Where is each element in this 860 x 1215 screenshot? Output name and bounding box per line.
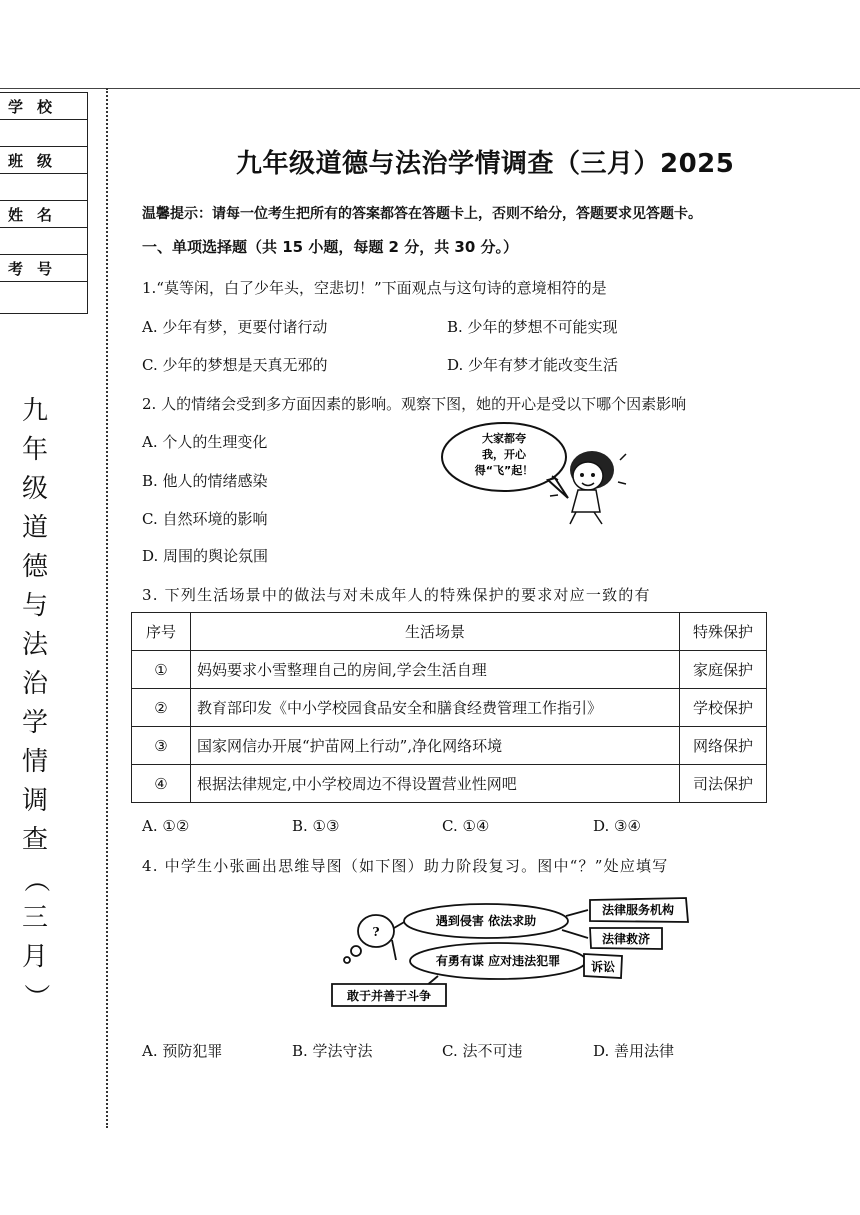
q1-option-d[interactable]: D. 少年有梦才能改变生活: [447, 356, 619, 374]
table-row: [132, 651, 767, 689]
vertical-char: 与: [21, 591, 48, 621]
vertical-title: [18, 392, 52, 1016]
q1-option-a[interactable]: A. 少年有梦，更要付诸行动: [142, 318, 328, 336]
row-number: ④: [132, 765, 191, 803]
q2-option-c[interactable]: C. 自然环境的影响: [142, 510, 268, 528]
mindmap-leaf-3-text: 诉讼: [590, 960, 616, 974]
q4-option-c[interactable]: C. 法不可违: [442, 1042, 523, 1060]
vertical-char: 治: [21, 669, 48, 699]
exam-tip: 温馨提示：请每一位考生把所有的答案都答在答题卡上，否则不给分，答题要求见答题卡。: [142, 206, 702, 222]
mindmap-node-2-text: 有勇有谋 应对违法犯罪: [435, 954, 561, 968]
q1-option-b[interactable]: B. 少年的梦想不可能实现: [447, 318, 618, 336]
q3-option-d[interactable]: D. ③④: [593, 817, 641, 835]
field-name-blank[interactable]: [0, 228, 87, 255]
vertical-char: 调: [21, 786, 48, 816]
mindmap-leaf-2-text: 法律救济: [601, 932, 651, 946]
q1-option-c[interactable]: C. 少年的梦想是天真无邪的: [142, 356, 328, 374]
row-scene: 妈妈要求小雪整理自己的房间,学会生活自理: [191, 651, 680, 689]
q4-option-d[interactable]: D. 善用法律: [593, 1042, 675, 1060]
question-4-stem: 4. 中学生小张画出思维导图（如下图）助力阶段复习。图中“？”处应填写: [142, 857, 669, 875]
bubble-line-3: 得“飞”起！: [474, 464, 534, 477]
page-title: 九年级道德与法治学情调查（三月）2025: [236, 149, 735, 179]
vertical-char: ）: [20, 983, 51, 1010]
row-protection: 网络保护: [680, 727, 767, 765]
question-1-stem: 1.“莫等闲，白了少年头，空悲切！”下面观点与这句诗的意境相符的是: [142, 279, 607, 297]
mindmap-center-text: ?: [372, 925, 380, 939]
bubble-line-2: 我，开心: [482, 448, 526, 461]
row-number: ②: [132, 689, 191, 727]
field-exam-number: 考号: [0, 255, 87, 282]
vertical-char: 学: [21, 708, 48, 738]
life-scene-table: [131, 612, 767, 803]
q3-option-a[interactable]: A. ①②: [142, 817, 190, 835]
q2-option-d[interactable]: D. 周围的舆论氛围: [142, 547, 269, 565]
row-scene: 国家网信办开展“护苗网上行动”,净化网络环境: [191, 727, 680, 765]
q4-option-b[interactable]: B. 学法守法: [292, 1042, 373, 1060]
vertical-char: 查: [21, 825, 48, 855]
section-heading: 一、单项选择题（共 15 小题，每题 2 分，共 30 分。）: [142, 238, 519, 256]
vertical-char: 月: [21, 942, 48, 972]
row-scene: 教育部印发《中小学校园食品安全和膳食经费管理工作指引》: [191, 689, 680, 727]
table-row: [132, 689, 767, 727]
mind-map: [326, 888, 706, 1016]
q3-option-c[interactable]: C. ①④: [442, 817, 490, 835]
binding-dashed-line: [106, 88, 108, 1128]
question-2-stem: 2. 人的情绪会受到多方面因素的影响。观察下图，她的开心是受以下哪个因素影响: [142, 395, 687, 413]
row-protection: 司法保护: [680, 765, 767, 803]
table-row: [132, 765, 767, 803]
header-protection: 特殊保护: [680, 613, 767, 651]
q2-option-b[interactable]: B. 他人的情绪感染: [142, 472, 268, 490]
question-3-stem: 3. 下列生活场景中的做法与对未成年人的特殊保护的要求对应一致的有: [142, 586, 651, 604]
vertical-char: 级: [21, 474, 48, 504]
vertical-char: 法: [21, 630, 48, 660]
field-school-blank[interactable]: [0, 120, 87, 147]
q2-option-a[interactable]: A. 个人的生理变化: [142, 433, 268, 451]
row-scene: 根据法律规定,中小学校周边不得设置营业性网吧: [191, 765, 680, 803]
top-border-line: [0, 88, 860, 89]
thought-dot: [344, 957, 350, 963]
row-protection: 家庭保护: [680, 651, 767, 689]
mindmap-leaf-4-text: 敢于并善于斗争: [346, 989, 432, 1003]
vertical-char: 情: [21, 747, 48, 777]
row-number: ①: [132, 651, 191, 689]
field-school: 学校: [0, 93, 87, 120]
field-name: 姓名: [0, 201, 87, 228]
vertical-char: 道: [21, 513, 48, 543]
field-exam-number-blank[interactable]: [0, 282, 87, 308]
field-class-blank[interactable]: [0, 174, 87, 201]
table-row: [132, 727, 767, 765]
bubble-line-1: 大家都夸: [482, 432, 526, 445]
row-number: ③: [132, 727, 191, 765]
vertical-char: 九: [21, 396, 48, 426]
vertical-char: 三: [21, 903, 48, 933]
vertical-char: 德: [21, 552, 48, 582]
student-info-box: [0, 92, 88, 314]
mindmap-node-1-text: 遇到侵害 依法求助: [435, 914, 537, 928]
mindmap-leaf-1-text: 法律服务机构: [601, 903, 675, 917]
row-protection: 学校保护: [680, 689, 767, 727]
happy-girl-illustration: [440, 420, 640, 530]
vertical-char: （: [20, 866, 51, 893]
field-class: 班级: [0, 147, 87, 174]
header-scene: 生活场景: [191, 613, 680, 651]
q3-option-b[interactable]: B. ①③: [292, 817, 340, 835]
vertical-char: 年: [21, 435, 48, 465]
q4-option-a[interactable]: A. 预防犯罪: [142, 1042, 223, 1060]
thought-dot: [351, 946, 361, 956]
table-header-row: [132, 613, 767, 651]
header-number: 序号: [132, 613, 191, 651]
